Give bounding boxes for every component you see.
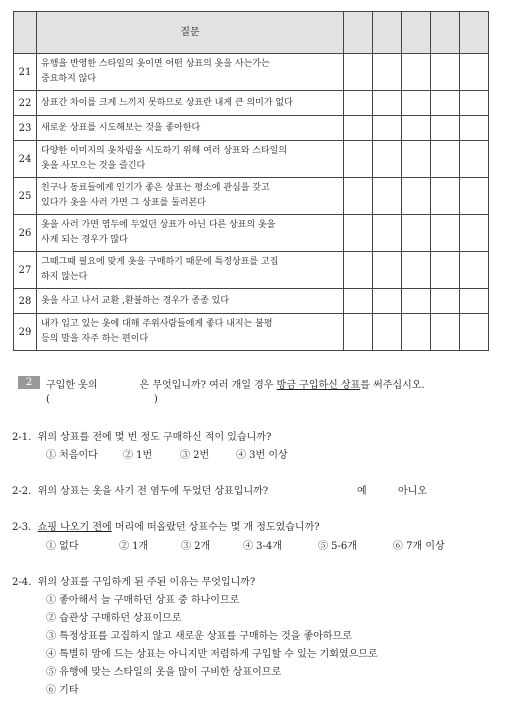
no-option[interactable]: 아니오 bbox=[398, 486, 427, 497]
table-row bbox=[14, 91, 489, 116]
header-question: 질문 bbox=[37, 12, 344, 54]
row-number: 26 bbox=[14, 215, 37, 252]
reason-option[interactable]: ④ 특별히 맘에 드는 상표는 아니지만 저렴하게 구입할 수 있는 기회였으므로 bbox=[46, 649, 378, 660]
q2-3-options[interactable]: ① 없다 ② 1개 ③ 2개 ④ 3-4개 ⑤ 5-6개 ⑥ 7개 이상 bbox=[46, 541, 445, 552]
reason-option[interactable]: ③ 특정상표를 고집하지 않고 새로운 상표를 구매하는 것을 좋아하므로 bbox=[46, 631, 352, 642]
q2-4: 2-4. 위의 상표를 구입하게 된 주된 이유는 무엇입니까? bbox=[12, 577, 256, 588]
rating-cell[interactable] bbox=[460, 215, 489, 252]
rating-cell[interactable] bbox=[373, 178, 402, 215]
rating-cell[interactable] bbox=[431, 178, 460, 215]
row-number: 25 bbox=[14, 178, 37, 215]
survey-table bbox=[13, 11, 489, 351]
rating-cell[interactable] bbox=[402, 54, 431, 91]
option: ① 처음이다 bbox=[46, 450, 98, 461]
row-question: 친구나 동료들에게 인기가 좋은 상표는 평소에 관심을 갖고 있다가 옷을 사러 가면 그 상표를 둘러본다 bbox=[37, 178, 344, 215]
rating-cell[interactable] bbox=[460, 289, 489, 314]
rating-cell[interactable] bbox=[373, 252, 402, 289]
q2-1-options[interactable] bbox=[46, 446, 288, 461]
row-number: 27 bbox=[14, 252, 37, 289]
row-number: 29 bbox=[14, 314, 37, 351]
row-question: 유행을 반영한 스타일의 옷이면 어떤 상표의 옷을 사는가는 중요하지 않다 bbox=[37, 54, 344, 91]
reason-option[interactable]: ① 좋아해서 늘 구매하던 상표 중 하나이므로 bbox=[46, 595, 240, 606]
rating-cell[interactable] bbox=[344, 314, 373, 351]
rating-cell[interactable] bbox=[460, 91, 489, 116]
rating-cell[interactable] bbox=[431, 91, 460, 116]
table-row bbox=[14, 314, 489, 351]
rating-cell[interactable] bbox=[344, 178, 373, 215]
rating-cell[interactable] bbox=[460, 252, 489, 289]
row-question: 다양한 이미지의 옷차림을 시도하기 위해 여러 상표와 스타일의 옷을 사모으는 것을 즐긴다 bbox=[37, 141, 344, 178]
option: ③ 2번 bbox=[180, 450, 210, 461]
rating-cell[interactable] bbox=[373, 289, 402, 314]
q2-1: 2-1. 위의 상표를 전에 몇 번 정도 구매하신 적이 있습니까? bbox=[12, 432, 272, 443]
rating-cell[interactable] bbox=[402, 215, 431, 252]
rating-cell[interactable] bbox=[431, 54, 460, 91]
rating-cell[interactable] bbox=[402, 252, 431, 289]
rating-cell[interactable] bbox=[402, 314, 431, 351]
reason-option[interactable]: ⑤ 유행에 맞는 스타일의 옷을 많이 구비한 상표이므로 bbox=[46, 667, 282, 678]
rating-cell[interactable] bbox=[344, 289, 373, 314]
rating-cell[interactable] bbox=[431, 314, 460, 351]
option: ② 1번 bbox=[123, 450, 153, 461]
rating-cell[interactable] bbox=[460, 141, 489, 178]
reason-option[interactable]: ② 습관상 구매하던 상표이므로 bbox=[46, 613, 182, 624]
header-num-cell bbox=[14, 12, 37, 54]
rating-cell[interactable] bbox=[402, 91, 431, 116]
table-row bbox=[14, 116, 489, 141]
q2-2: 2-2. 위의 상표는 옷을 사기 전 염두에 두었던 상표입니까? bbox=[12, 486, 269, 497]
table-row bbox=[14, 215, 489, 252]
row-number: 24 bbox=[14, 141, 37, 178]
rating-cell[interactable] bbox=[402, 289, 431, 314]
rating-cell[interactable] bbox=[373, 116, 402, 141]
row-number: 28 bbox=[14, 289, 37, 314]
rating-cell[interactable] bbox=[344, 91, 373, 116]
rating-cell[interactable] bbox=[431, 116, 460, 141]
answer-blank[interactable]: ( ) bbox=[46, 394, 158, 405]
reason-option[interactable]: ⑥ 기타 bbox=[46, 685, 79, 696]
row-question: 옷을 사러 가면 염두에 두었던 상표가 아닌 다른 상표의 옷을 사게 되는 경우가 많다 bbox=[37, 215, 344, 252]
rating-cell[interactable] bbox=[431, 141, 460, 178]
rating-cell[interactable] bbox=[373, 91, 402, 116]
row-question: 옷을 사고 나서 교환 ,환불하는 경우가 종종 있다 bbox=[37, 289, 344, 314]
rating-cell[interactable] bbox=[431, 252, 460, 289]
question-badge: 2 bbox=[18, 376, 40, 389]
rating-cell[interactable] bbox=[373, 54, 402, 91]
rating-cell[interactable] bbox=[344, 252, 373, 289]
rating-cell[interactable] bbox=[344, 215, 373, 252]
rating-cell[interactable] bbox=[373, 141, 402, 178]
table-row bbox=[14, 178, 489, 215]
rating-cell[interactable] bbox=[460, 54, 489, 91]
rating-cell[interactable] bbox=[460, 314, 489, 351]
rating-cell[interactable] bbox=[460, 116, 489, 141]
row-number: 22 bbox=[14, 91, 37, 116]
row-question: 새로운 상표를 시도해보는 것을 좋아한다 bbox=[37, 116, 344, 141]
rating-cell[interactable] bbox=[373, 215, 402, 252]
table-row bbox=[14, 289, 489, 314]
row-question: 그때그때 필요에 맞게 옷을 구매하기 때문에 특정상표를 고집 하지 않는다 bbox=[37, 252, 344, 289]
table-row bbox=[14, 252, 489, 289]
rating-cell[interactable] bbox=[460, 178, 489, 215]
table-body bbox=[14, 54, 489, 351]
rating-cell[interactable] bbox=[402, 141, 431, 178]
rating-cell[interactable] bbox=[344, 141, 373, 178]
q2-text: 구입한 옷의 은 무엇입니까? 여러 개일 경우 방금 구입하신 상표를 써주십시오. bbox=[46, 380, 425, 391]
rating-cell[interactable] bbox=[431, 289, 460, 314]
rating-cell[interactable] bbox=[373, 314, 402, 351]
rating-cell[interactable] bbox=[344, 54, 373, 91]
rating-cell[interactable] bbox=[402, 178, 431, 215]
table-row bbox=[14, 141, 489, 178]
rating-cell[interactable] bbox=[402, 116, 431, 141]
row-number: 21 bbox=[14, 54, 37, 91]
row-question: 상표간 차이를 크게 느끼지 못하므로 상표란 내게 큰 의미가 없다 bbox=[37, 91, 344, 116]
row-number: 23 bbox=[14, 116, 37, 141]
rating-cell[interactable] bbox=[431, 215, 460, 252]
rating-cell[interactable] bbox=[344, 116, 373, 141]
q2-3: 2-3. 쇼핑 나오기 전에 머리에 떠올랐던 상표수는 몇 개 정도였습니까? bbox=[12, 522, 320, 533]
option: ④ 3번 이상 bbox=[236, 450, 288, 461]
table-row bbox=[14, 54, 489, 91]
row-question: 내가 입고 있는 옷에 대해 주위사람들에게 좋다 내지는 불평 등의 말을 자주 하는 편이다 bbox=[37, 314, 344, 351]
yes-option[interactable]: 예 bbox=[357, 486, 367, 497]
